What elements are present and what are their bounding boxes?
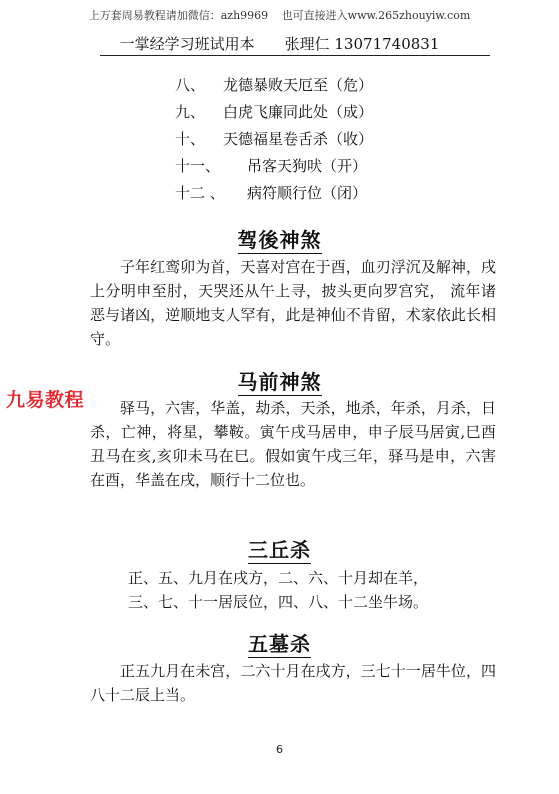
list-item	[175, 72, 373, 99]
list-item	[175, 99, 373, 126]
section-body-sanqiu	[128, 566, 496, 614]
section-heading-jiahou: 驾後神煞	[237, 228, 322, 252]
list-item-text: 白虎飞廉同此处（成）	[223, 103, 374, 121]
top-notice	[0, 7, 559, 23]
list-item-text: 天德福星卷舌杀（收）	[223, 130, 374, 148]
list-item-number: 十一、	[175, 157, 221, 175]
header-divider	[100, 55, 490, 56]
notice-wechat: 上万套周易教程请加微信：azh9969	[88, 9, 269, 22]
sanqiu-line-1: 正、五、九月在戌方，二、六、十月却在羊，	[128, 569, 429, 587]
list-item-number: 九、	[175, 103, 206, 121]
page-number: 6	[276, 743, 283, 756]
watermark-logo: 九易教程	[6, 389, 85, 411]
list-item	[175, 180, 373, 207]
list-item-text: 吊客天狗吠（开）	[247, 157, 368, 175]
list-item-number: 十二 、	[175, 184, 225, 202]
section-heading-wumu: 五墓杀	[248, 632, 311, 656]
star-list	[175, 72, 373, 207]
list-item-text: 龙德暴败天厄至（危）	[223, 76, 374, 94]
page-header	[0, 33, 559, 54]
list-item-number: 十、	[175, 130, 206, 148]
section-body-jiahou: 子年红鸾卯为首，天喜对宫在于酉，血刃浮沉及解神，戌上分明申至肘，天哭还从午上寻，披头更向罗宫究， 流年诸恶与诸凶，逆顺地支人罕有，此是神仙不肯留，术家依此长相守。	[90, 258, 496, 348]
list-item-text: 病符顺行位（闭）	[247, 184, 368, 202]
sanqiu-line-2: 三、七、十一居辰位，四、八、十二坐牛场。	[128, 593, 429, 611]
section-heading-maqian: 马前神煞	[237, 370, 322, 394]
notice-website: 也可直接进入www.265zhouyiw.com	[281, 9, 471, 22]
section-body-wumu: 正五九月在未宫，二六十月在戌方，三七十一居牛位，四八十二辰上当。	[90, 662, 496, 704]
header-author: 张理仁 13071740831	[284, 35, 440, 53]
list-item	[175, 153, 373, 180]
section-body-maqian: 驿马，六害，华盖，劫杀，天杀，地杀，年杀，月杀，日杀，亡神，将星，攀鞍。寅午戌马居申，申子辰马居寅,巳酉丑马在亥,亥卯未马在巳。假如寅午戌三年，驿马是申，六害在酉，华盖在戌，顺行十二位也。	[90, 399, 496, 489]
header-title: 一掌经学习班试用本	[119, 35, 255, 53]
list-item	[175, 126, 373, 153]
list-item-number: 八、	[175, 76, 206, 94]
section-heading-sanqiu: 三丘杀	[248, 538, 311, 562]
